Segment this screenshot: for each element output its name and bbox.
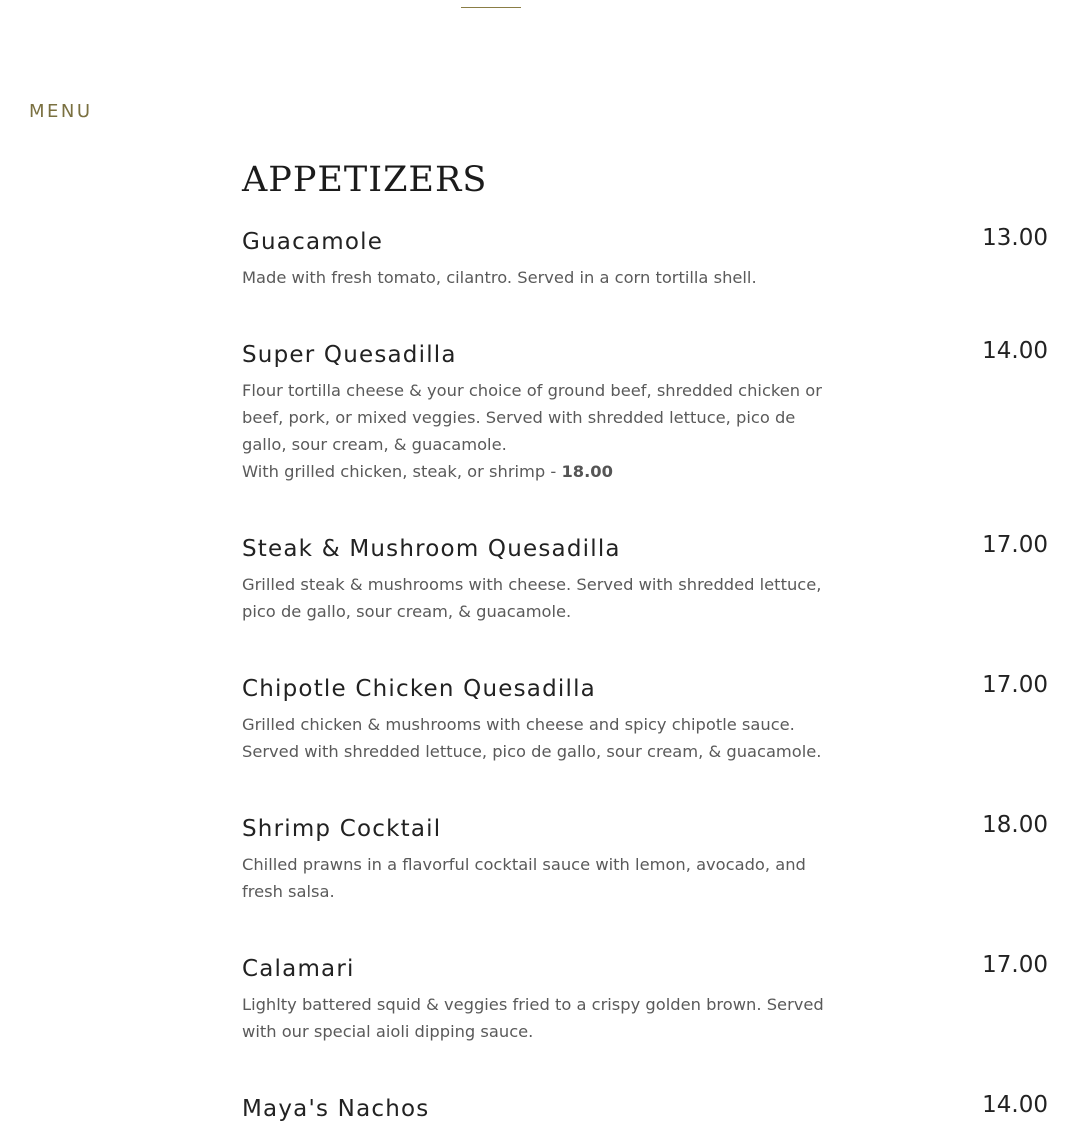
menu-item-chipotle-chicken-quesadilla [242,674,1048,765]
item-description: Made with fresh tomato, cilantro. Served in a corn tortilla shell. [242,268,757,287]
item-name: Super Quesadilla [242,342,457,368]
item-name: Chipotle Chicken Quesadilla [242,676,596,702]
item-name: Maya's Nachos [242,1096,430,1122]
menu-item-super-quesadilla [242,340,1048,485]
menu-nav-label[interactable]: MENU [29,101,93,122]
menu-item-shrimp-cocktail [242,814,1048,905]
item-price: 17.00 [982,672,1048,698]
upgrade-price: 18.00 [561,462,613,481]
item-name: Shrimp Cocktail [242,816,442,842]
item-price: 14.00 [982,338,1048,364]
top-divider [461,7,521,8]
menu-item-calamari [242,954,1048,1045]
item-price: 17.00 [982,952,1048,978]
item-description: Grilled steak & mushrooms with cheese. Served with shredded lettuce, pico de gallo, sour cream, & guacamole. [242,575,822,621]
item-price: 13.00 [982,225,1048,251]
item-upgrade-option [242,458,1048,485]
item-price: 18.00 [982,812,1048,838]
item-description: Grilled chicken & mushrooms with cheese and spicy chipotle sauce. Served with shredded lettuce, pico de gallo, sour cream, & guacamole. [242,715,822,761]
item-name: Guacamole [242,229,384,255]
item-description: Chilled prawns in a flavorful cocktail sauce with lemon, avocado, and fresh salsa. [242,855,806,901]
appetizers-section [242,158,1048,1122]
menu-item-guacamole [242,227,1048,291]
item-description: Lighlty battered squid & veggies fried to a crispy golden brown. Served with our special aioli dipping sauce. [242,995,824,1041]
item-price: 14.00 [982,1092,1048,1118]
item-description: Flour tortilla cheese & your choice of ground beef, shredded chicken or beef, pork, or mixed veggies. Served with shredded lettuce, pico de gallo, sour cream, & guacamole. [242,381,822,454]
upgrade-text: With grilled chicken, steak, or shrimp - [242,462,562,481]
item-name: Steak & Mushroom Quesadilla [242,536,621,562]
menu-item-mayas-nachos [242,1094,1048,1124]
section-title: APPETIZERS [242,160,488,200]
item-name: Calamari [242,956,355,982]
item-price: 17.00 [982,532,1048,558]
menu-item-steak-mushroom-quesadilla [242,534,1048,625]
